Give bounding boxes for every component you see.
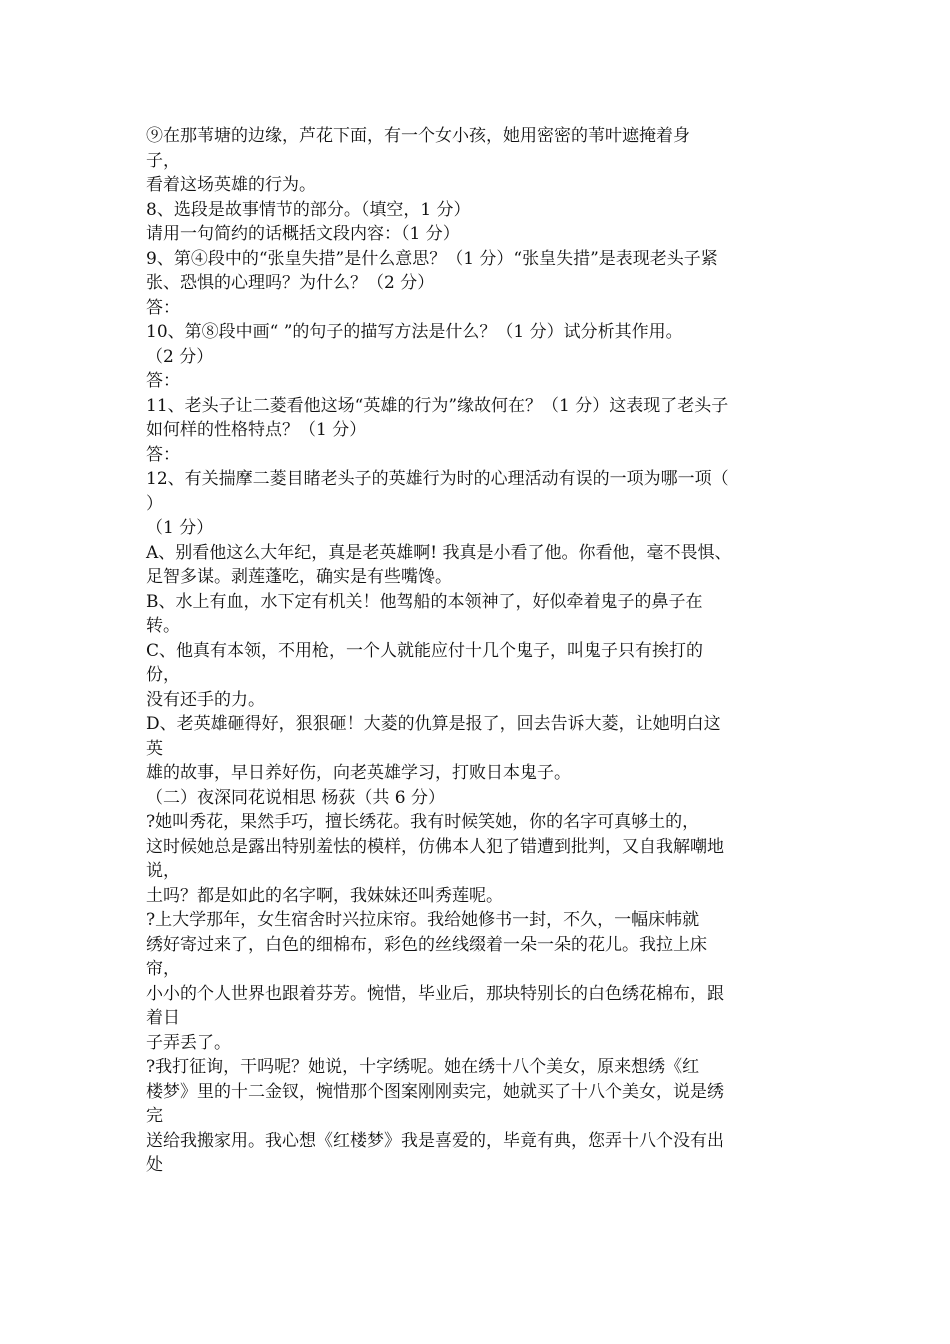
question-9: 9、第④段中的“张皇失措”是什么意思？（1 分）“张皇失措”是表现老头子紧	[146, 248, 718, 269]
text-line: 足智多谋。剥莲蓬吃，确实是有些嘴馋。	[146, 567, 452, 587]
text-line: 送给我搬家用。我心想《红楼梦》我是喜爱的，毕竟有典，您弄十八个没有出	[146, 1130, 724, 1151]
text-line: ）	[146, 493, 163, 514]
text-line: 份，	[146, 665, 180, 685]
answer-label: 答：	[146, 371, 180, 391]
text-line: 这时候她总是露出特别羞怯的模样，仿佛本人犯了错遭到批判，又自我解嘲地	[146, 836, 724, 857]
text-line: ?我打征询，干吗呢？她说，十字绣呢。她在绣十八个美女，原来想绣《红	[146, 1057, 700, 1077]
text-line: 完	[146, 1106, 163, 1126]
text-line: 没有还手的力。	[146, 689, 265, 710]
text-line: 着日	[146, 1008, 180, 1028]
text-line: ?上大学那年，女生宿舍时兴拉床帘。我给她修书一封，不久，一幅床帏就	[146, 910, 700, 930]
option-b: B、水上有血，水下定有机关！他驾船的本领神了，好似牵着鬼子的鼻子在	[146, 591, 703, 612]
text-line: ⑨在那苇塘的边缘，芦花下面，有一个女小孩，她用密密的苇叶遮掩着身	[146, 126, 690, 146]
answer-label: 答：	[146, 444, 180, 465]
question-11: 11、老头子让二菱看他这场“英雄的行为”缘故何在？（1 分）这表现了老头子	[146, 395, 729, 416]
text-line: 处	[146, 1155, 163, 1175]
text-line: 子，	[146, 150, 180, 171]
text-line: 小小的个人世界也跟着芬芳。惋惜，毕业后，那块特别长的白色绣花棉布，跟	[146, 983, 724, 1004]
text-line: 英	[146, 738, 163, 759]
text-line: 看着这场英雄的行为。	[146, 175, 316, 195]
text-line: （1 分）	[146, 518, 214, 538]
option-d: D、老英雄砸得好，狠狠砸！大菱的仇算是报了，回去告诉大菱，让她明白这	[146, 714, 721, 734]
text-line: 绣好寄过来了，白色的细棉布，彩色的丝线缀着一朵一朵的花儿。我拉上床	[146, 934, 707, 955]
text-line: 子弄丢了。	[146, 1032, 231, 1053]
option-c: C、他真有本领，不用枪，一个人就能应付十几个鬼子，叫鬼子只有挨打的	[146, 640, 704, 661]
answer-label: 答：	[146, 297, 180, 318]
question-8: 8、选段是故事情节的部分。（填空，1 分）	[146, 199, 471, 220]
text-line: 如何样的性格特点？（1 分）	[146, 420, 367, 440]
document-body	[146, 124, 806, 1178]
section-heading: （二）夜深同花说相思 杨荻（共 6 分）	[146, 787, 446, 808]
text-line: 雄的故事，早日养好伤，向老英雄学习，打败日本鬼子。	[146, 763, 571, 783]
text-line: 请用一句简约的话概括文段内容：（1 分）	[146, 224, 460, 244]
text-line: 张、恐惧的心理吗？为什么？（2 分）	[146, 273, 435, 293]
text-line: 帘，	[146, 959, 180, 979]
option-a: A、别看他这么大年纪，真是老英雄啊! 我真是小看了他。你看他，毫不畏惧、	[146, 542, 732, 563]
text-line: 楼梦》里的十二金钗，惋惜那个图案刚刚卖完，她就买了十八个美女，说是绣	[146, 1081, 724, 1102]
question-12: 12、有关揣摩二菱目睹老头子的英雄行为时的心理活动有误的一项为哪一项（	[146, 469, 729, 489]
question-10: 10、第⑧段中画“ ”的句子的描写方法是什么？（1 分）试分析其作用。	[146, 322, 683, 342]
text-line: 转。	[146, 616, 180, 636]
text-line: 说，	[146, 861, 180, 881]
text-line: 土吗？都是如此的名字啊，我妹妹还叫秀莲呢。	[146, 885, 503, 906]
text-line: ?她叫秀花，果然手巧，擅长绣花。我有时候笑她，你的名字可真够土的，	[146, 812, 700, 832]
text-line: （2 分）	[146, 346, 214, 367]
